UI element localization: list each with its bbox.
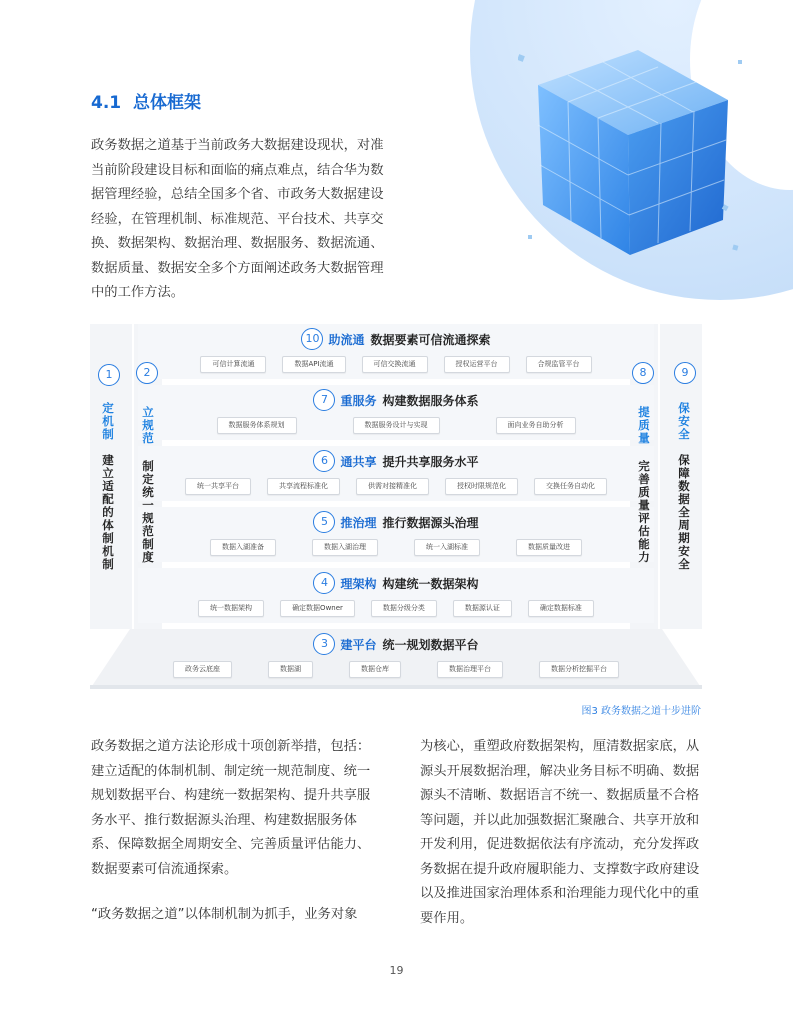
item-chip: 统一数据架构 <box>198 600 264 617</box>
item-chip: 可信计算流通 <box>200 356 266 373</box>
layer-header <box>138 450 654 472</box>
layer-key: 推治理 <box>340 515 377 530</box>
item-chip: 授权运营平台 <box>444 356 510 373</box>
layer-header <box>138 389 654 411</box>
item-chip: 授权时限规范化 <box>445 478 518 495</box>
layer-items <box>138 478 654 495</box>
step-number-badge: 5 <box>313 511 335 533</box>
layer-3 <box>90 629 702 684</box>
figure-caption: 图3 政务数据之道十步进阶 <box>581 706 701 717</box>
item-chip: 面向业务自助分析 <box>496 417 576 434</box>
data-cube-illustration <box>518 40 748 265</box>
layer-4 <box>138 568 654 623</box>
framework-diagram <box>90 320 702 690</box>
layer-desc: 数据要素可信流通探索 <box>370 332 491 347</box>
item-chip: 统一共享平台 <box>185 478 251 495</box>
item-chip: 数据分级分类 <box>371 600 437 617</box>
step-number-badge: 7 <box>313 389 335 411</box>
layer-key: 通共享 <box>340 454 377 469</box>
layer-desc: 统一规划数据平台 <box>382 637 479 652</box>
section-number: 4.1 <box>91 93 122 113</box>
item-chip: 数据服务设计与实现 <box>353 417 440 434</box>
step-number-badge: 6 <box>313 450 335 472</box>
item-chip: 数据服务体系规划 <box>217 417 297 434</box>
step-number-badge: 10 <box>301 328 323 350</box>
layer-items <box>138 600 654 617</box>
body-col1-paragraph-1: 政务数据之道方法论形成十项创新举措，包括：建立适配的体制机制、制定统一规范制度、统一规划数据平台、构建统一数据架构、提升共享服务水平、推行数据源头治理、构建数据服务体系、保障数据全周期安全、完善质量评估能力、数据要素可信流通探索。 <box>91 739 371 877</box>
item-chip: 确定数据标准 <box>528 600 594 617</box>
body-col1-paragraph-2: “政务数据之道”以体制机制为抓手，业务对象 <box>91 907 358 922</box>
layer-items <box>138 417 654 434</box>
section-title <box>91 88 201 113</box>
layer-key: 助流通 <box>328 332 365 347</box>
step-number-badge: 9 <box>674 362 696 384</box>
step-number-badge: 3 <box>313 633 335 655</box>
side-desc: 制定统一规范制度 <box>142 459 154 564</box>
layer-header <box>90 633 702 655</box>
step-number-badge: 2 <box>136 362 158 384</box>
side-desc: 建立适配的体制机制 <box>102 453 114 571</box>
side-desc: 保障数据全周期安全 <box>678 453 690 571</box>
intro-paragraph: 政务数据之道基于当前政务大数据建设现状，对准当前阶段建设目标和面临的痛点难点，结合华为数据管理经验，总结全国多个省、市政务大数据建设经验，在管理机制、标准规范、平台技术、共享交换、数据架构、数据治理、数据服务、数据流通、数据质量、数据安全多个方面阐述政务大数据管理中的工作方法。 <box>91 138 384 300</box>
item-chip: 可信交换流通 <box>362 356 428 373</box>
step-number-badge: 4 <box>313 572 335 594</box>
page-number: 19 <box>389 964 404 977</box>
side-key: 立规范 <box>142 405 154 445</box>
layer-desc: 构建数据服务体系 <box>382 393 479 408</box>
layer-key: 重服务 <box>340 393 377 408</box>
item-chip: 数据源认证 <box>453 600 512 617</box>
layer-header <box>138 511 654 533</box>
layer-desc: 推行数据源头治理 <box>382 515 479 530</box>
side-key: 保安全 <box>678 401 690 441</box>
item-chip: 政务云底座 <box>173 661 232 678</box>
layer-items <box>138 539 654 556</box>
item-chip: 确定数据Owner <box>280 600 355 617</box>
layer-10 <box>138 324 654 379</box>
item-chip: 数据入湖治理 <box>312 539 378 556</box>
item-chip: 统一入湖标准 <box>414 539 480 556</box>
item-chip: 供需对接精准化 <box>356 478 429 495</box>
layer-header <box>138 572 654 594</box>
item-chip: 交换任务自动化 <box>534 478 607 495</box>
step-number-badge: 1 <box>98 364 120 386</box>
item-chip: 数据API流通 <box>282 356 345 373</box>
item-chip: 合规监管平台 <box>526 356 592 373</box>
side-key: 定机制 <box>102 401 114 441</box>
item-chip: 数据治理平台 <box>437 661 503 678</box>
layer-6 <box>138 446 654 501</box>
layer-5 <box>138 507 654 562</box>
layer-desc: 提升共享服务水平 <box>382 454 479 469</box>
layer-items <box>138 356 654 373</box>
body-col2-paragraph: 为核心，重塑政府数据架构，厘清数据家底，从源头开展数据治理，解决业务目标不明确、数据源头不清晰、数据语言不统一、数据质量不合格等问题，并以此加强数据汇聚融合、共享开放和开发利用，促进数据依法有序流动，充分发挥政务数据在提升政府履职能力、支撑数字政府建设以及推进国家治理体系和治理能力现代化中的重要作用。 <box>420 739 700 926</box>
step-number-badge: 8 <box>632 362 654 384</box>
layer-7 <box>138 385 654 440</box>
layer-key: 理架构 <box>340 576 377 591</box>
layer-key: 建平台 <box>340 637 377 652</box>
item-chip: 数据分析挖掘平台 <box>539 661 619 678</box>
layer-desc: 构建统一数据架构 <box>382 576 479 591</box>
layer-items <box>90 661 702 678</box>
item-chip: 数据入湖准备 <box>210 539 276 556</box>
section-title-text: 总体框架 <box>133 93 202 113</box>
item-chip: 数据仓库 <box>349 661 401 678</box>
side-desc: 完善质量评估能力 <box>638 459 650 564</box>
item-chip: 数据质量改进 <box>516 539 582 556</box>
layer-header <box>138 328 654 350</box>
item-chip: 共享流程标准化 <box>267 478 340 495</box>
item-chip: 数据湖 <box>268 661 313 678</box>
side-key: 提质量 <box>638 405 650 445</box>
